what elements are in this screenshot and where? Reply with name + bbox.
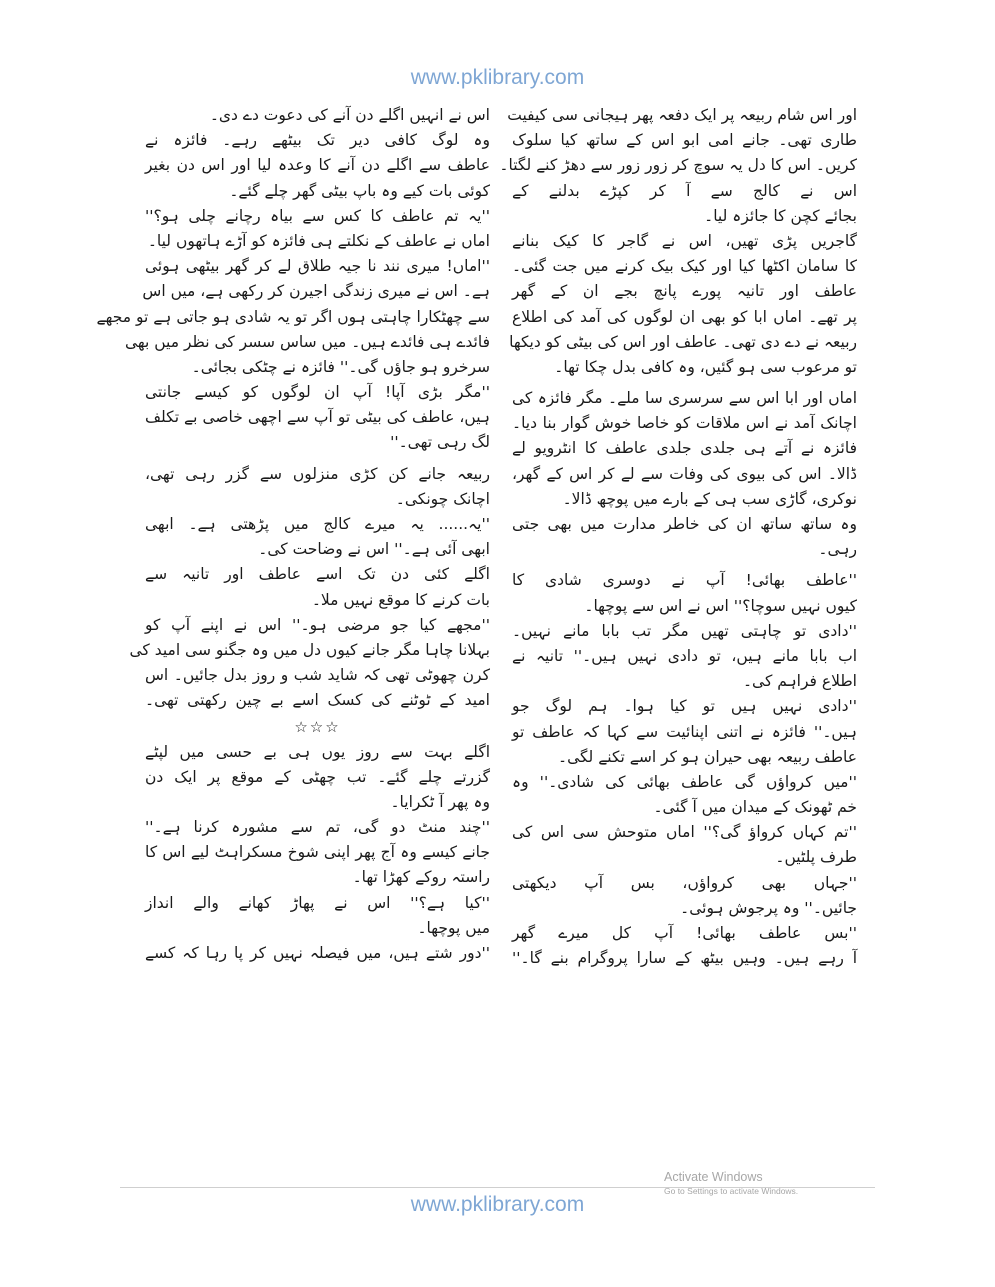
right-line-23: اطلاع فراہم کی۔ [742,672,857,691]
right-line-24: ''دادی نہیں ہیں تو کیا ہوا۔ ہم لوگ جو [512,697,857,716]
right-line-28: خم ٹھونک کے میدان میں آ گئی۔ [653,798,857,817]
left-line-23: کرن چھوٹی تھی کہ شاید شب و روز بدل جائیں۔ اس [145,666,490,685]
right-line-9: پر تھے۔ اماں ابا کو بھی ان لوگوں کی آمد کی اطلاع [512,307,857,326]
activate-windows-title: Activate Windows [664,1170,763,1184]
left-line-20: بات کرنے کا موقع نہیں ملا۔ [311,590,490,609]
left-line-5: ''یہ تم عاطف کا کس سے بیاہ رچانے چلی ہو؟'' [145,206,490,225]
left-line-9: سے چھٹکارا چاہتی ہوں اگر تو یہ شادی ہو جاتی ہے تو مجھے [96,307,490,326]
right-line-8: عاطف اور تانیہ پورے پانچ بجے ان کے گھر [512,282,857,301]
left-line-10: فائدے ہی فائدے ہیں۔ میں ساس سسر کی نظر میں بھی [124,332,490,351]
left-line-11: سرخرو ہو جاؤں گی۔'' فائزہ نے چٹکی بجائی۔ [191,357,490,376]
right-line-20: کیوں نہیں سوچا؟'' اس نے اس سے پوچھا۔ [584,596,857,615]
right-line-7: کا سامان اکٹھا کیا اور کیک بیک کرنے میں جت گئی۔ [512,257,857,276]
right-line-19: ''عاطف بھائی! آپ نے دوسری شادی کا [512,571,857,590]
left-line-3: عاطف سے اگلے دن آنے کا وعدہ لیا اور اس دن بغیر [145,156,490,175]
right-line-4: اس نے کالج سے آ کر کپڑے بدلنے کے [512,181,857,200]
left-line-22: بہلانا چاہا مگر جانے کیوں دل میں وہ جگنو سی امید کی [129,640,490,659]
left-line-19: اگلے کئی دن تک اسے عاطف اور تانیہ سے [145,565,490,584]
right-line-33: ''بس عاطف بھائی! آپ کل میرے گھر [512,924,857,942]
left-line-16: اچانک چونکی۔ [395,489,490,508]
right-line-16: نوکری، گاڑی سب ہی کے بارے میں پوچھ ڈالا۔ [562,489,857,508]
right-line-15: ڈالا۔ اس کی بیوی کی وفات سے لے کر اس کے گھر، [512,464,857,483]
right-line-27: ''میں کرواؤں گی عاطف بھائی کی شادی۔'' وہ [512,772,857,791]
right-line-10: ربیعہ نے دے دی تھی۔ عاطف اور اس کی بیٹی کو دیکھا [509,332,857,351]
left-line-2: وہ لوگ کافی دیر تک بیٹھے رہے۔ فائزہ نے [145,131,490,150]
right-column [499,103,857,1188]
left-column [96,103,490,1188]
left-line-24: امید کے ٹوٹنے کی کسک اسے بے چین رکھتی تھی۔ [145,691,490,710]
right-line-30: طرف پلٹیں۔ [775,848,857,867]
left-line-31: ''کیا ہے؟'' اس نے پھاڑ کھانے والے انداز [145,893,490,912]
left-line-7: ''اماں! میری نند نا جیہ طلاق لے کر گھر بیٹھی ہوئی [145,257,490,276]
left-line-1: اس نے انہیں اگلے دن آنے کی دعوت دے دی۔ [209,106,490,124]
right-line-6: گاجریں پڑی تھیں، اس نے گاجر کا کیک بنانے [512,231,857,250]
left-line-28: ''چند منٹ دو گی، تم سے مشورہ کرنا ہے۔'' [145,818,490,837]
watermark-bottom: www.pklibrary.com [410,1193,585,1216]
right-line-5: بجائے کچن کا جائزہ لیا۔ [704,206,857,225]
left-line-32: میں پوچھا۔ [417,918,490,937]
right-line-34: آ رہے ہیں۔ وہیں بیٹھ کے سارا پروگرام بنے گا۔'' [512,949,857,968]
left-line-17: ''یہ...... یہ میرے کالج میں پڑھتی ہے۔ ابھی [145,515,490,533]
left-line-18: ابھی آئی ہے۔'' اس نے وضاحت کی۔ [258,540,490,559]
right-line-18: رہی۔ [818,540,857,559]
left-line-30: راستہ روکے کھڑا تھا۔ [352,868,490,887]
right-line-26: عاطف ربیعہ بھی حیران ہو کر اسے تکنے لگی۔ [558,747,857,766]
right-line-25: ہیں۔'' فائزہ نے اتنی اپنائیت سے کہا کہ عاطف تو [512,722,857,741]
right-line-1: اور اس شام ربیعہ پر ایک دفعہ پھر ہیجانی سی کیفیت [507,106,857,124]
right-line-14: فائزہ نے آتے ہی جلدی جلدی عاطف کا انٹرویو لے [512,439,857,458]
left-line-12: ''مگر بڑی آپا! آپ ان لوگوں کو کیسے جانتی [145,383,490,402]
left-line-29: جانے کیسے وہ آج پھر اپنی شوخ مسکراہٹ لیے اس کا [145,843,490,862]
right-line-32: جائیں۔'' وہ پرجوش ہوئی۔ [680,898,857,917]
left-line-14: لگ رہی تھی۔'' [390,433,490,452]
right-line-31: ''جہاں بھی کرواؤں، بس آپ دیکھتی [512,873,857,892]
left-line-21: ''مجھے کیا جو مرضی ہو۔'' اس نے اپنے آپ کو [145,615,490,634]
right-line-13: اچانک آمد نے اس ملاقات کو خاصا خوش گوار بنا دیا۔ [512,414,857,433]
activate-windows-subtitle: Go to Settings to activate Windows. [664,1186,799,1196]
right-line-22: اب بابا مانے ہیں، تو دادی نہیں ہیں۔'' تانیہ نے [512,646,857,665]
right-line-3: کریں۔ اس کا دل یہ سوچ کر زور زور سے دھڑ کنے لگتا۔ [499,156,857,175]
left-line-4: کوئی بات کیے وہ باپ بیٹی گھر چلے گئے۔ [229,181,490,200]
left-line-33: ''دور شتے ہیں، میں فیصلہ نہیں کر پا رہا کہ کسے [145,944,490,962]
left-line-6: اماں نے عاطف کے نکلتے ہی فائزہ کو آڑے ہاتھوں لیا۔ [147,231,490,250]
left-line-15: ربیعہ جانے کن کڑی منزلوں سے گزر رہی تھی، [145,464,490,483]
left-line-8: ہے۔ اس نے میری زندگی اجیرن کر رکھی ہے، میں اس [142,282,490,301]
left-line-25: اگلے بہت سے روز یوں ہی بے حسی میں لپٹے [145,742,490,761]
right-line-17: وہ ساتھ ساتھ ان کی خاطر مدارت میں بھی جتی [512,515,857,533]
right-line-21: ''دادی تو چاہتی تھیں مگر تب بابا مانے نہیں۔ [512,621,857,640]
left-line-13: ہیں، عاطف کی بیٹی تو آپ سے اچھی خاصی بے تکلف [145,408,490,427]
left-line-26: گزرتے چلے گئے۔ تب چھٹی کے موقع پر ایک دن [145,767,490,786]
left-line-27: وہ پھر آ ٹکرایا۔ [390,792,490,811]
right-line-11: تو مرعوب سی ہو گئیں، وہ کافی بدل چکا تھا۔ [554,357,857,376]
right-line-2: طاری تھی۔ جانے امی ابو اس کے ساتھ کیا سلوک [512,131,857,150]
section-divider-stars: ☆☆☆ [294,717,341,736]
right-line-12: اماں اور ابا اس سے سرسری سا ملے۔ مگر فائزہ کی [512,389,857,408]
watermark-top: www.pklibrary.com [410,66,585,89]
right-line-29: ''تم کہاں کرواؤ گی؟'' اماں متوحش سی اس کی [512,823,857,842]
